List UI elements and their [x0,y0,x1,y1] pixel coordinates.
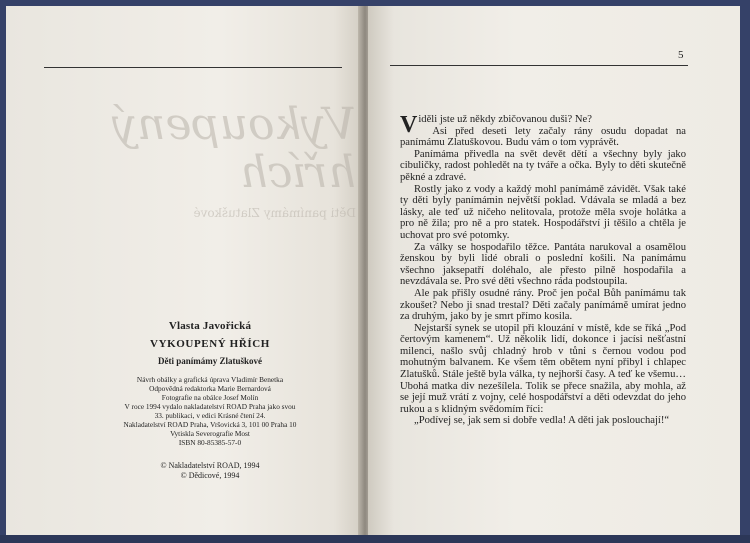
colophon-line: Vytiskla Severografie Most [170,429,250,438]
copyright [72,461,348,481]
colophon-line: V roce 1994 vydalo nakladatelství ROAD Praha jako svou [124,402,296,411]
colophon [72,375,348,447]
paragraph: Asi před deseti lety začaly rány osudu dopadat na panímámu Zlatuškovou. Budu vám o tom vyprávět. [400,125,686,149]
copyright-line: © Dědicové, 1994 [180,471,240,480]
header-rule [390,65,688,66]
copyright-line: © Nakladatelství ROAD, 1994 [160,461,260,470]
paragraph: Nejstarší synek se utopil při klouzání v místě, kde se říká „Pod čertovým kamenem“. Už několik lidí, dokonce i jacísi nešťastní milenci, našlo svůj chladný hrob v tůni s černou vodou pod mohutným balvanem. Ke všem těm obětem nyní přibyl i chlapec Zlatušků. Stále ještě byla válka, ty nejhorší časy. A teď ke všemu… Ubohá matka div nezešílela. Tolik se přece snažila, aby mohla, až se její muž vrátí z vojny, celé hospodářství a děti odevzdat do jeho rukou a s klidným svědomím říci: [400,322,686,415]
header-rule [44,67,342,68]
ghost-title: Vykoupený [112,99,356,150]
colophon-line: Nakladatelství ROAD Praha, Vršovická 3, 101 00 Praha 10 [123,420,297,429]
paragraph: Ale pak přišly osudné rány. Proč jen počal Bůh panímámu tak zkoušet? Nebo ji snad trestal? Děti začaly panímámě umírat jedno za druhým, jako by je smrt přímo kosila. [400,287,686,323]
body-text [400,114,686,427]
left-page [6,6,362,535]
ghost-title-2: hřích [239,147,356,198]
book-subtitle: Děti panímámy Zlatuškové [157,356,262,366]
show-through-text [112,99,356,221]
colophon-line: 33. publikaci, v edici Krásné čtení 24. [154,411,266,420]
colophon-line: Odpovědná redaktorka Marie Bernardová [149,384,271,393]
right-page [368,6,740,535]
author-name: Vlasta Javořická [168,320,252,332]
paragraph: Panímáma přivedla na svět devět dětí a všechny byly jako cibuličky, radost pohledět na ty tváře a očka. Byly to děti skutečně pěkné a zdravé. [400,148,686,183]
imprint-block [72,320,348,481]
page-number: 5 [678,49,684,61]
cover-edge [0,535,750,543]
colophon-line: Fotografie na obálce Josef Molín [161,393,259,402]
book-title: VYKOUPENÝ HŘÍCH [150,338,270,350]
paragraph: Rostly jako z vody a každý mohl panímámě závidět. Však také ty děti byly panímámin největší poklad. Vdávala se mladá a bez lásky, ale teď už ničeho nelitovala, protože měla svoje holátka a pro ně žila; pro ně a pro statek. Hospodářství ji těšilo a chtěla je uchovat pro své potomky. [400,183,686,241]
paragraph: „Podívej se, jak sem si dobře vedla! A děti jak poslouchají!“ [414,415,670,427]
isbn: ISBN 80-85385-57-0 [178,438,242,447]
drop-cap: V [400,112,418,138]
ghost-subtitle: Děti panímámy Zlatuškové [193,206,356,220]
first-line-text: iděli jste už někdy zbičovanou duši? Ne? [418,114,592,125]
colophon-line: Návrh obálky a grafická úprava Vladimír Benetka [136,375,284,384]
paragraph: Za války se hospodařilo těžce. Pantáta narukoval a osamělou ženskou by byli lidé obrali o poslední košili. Na panímámu všechno jaksepatří doléhalo, ale přesto pilně hospodařila a nevzdávala se. Pro své děti všechno ráda podstoupila. [400,241,686,288]
